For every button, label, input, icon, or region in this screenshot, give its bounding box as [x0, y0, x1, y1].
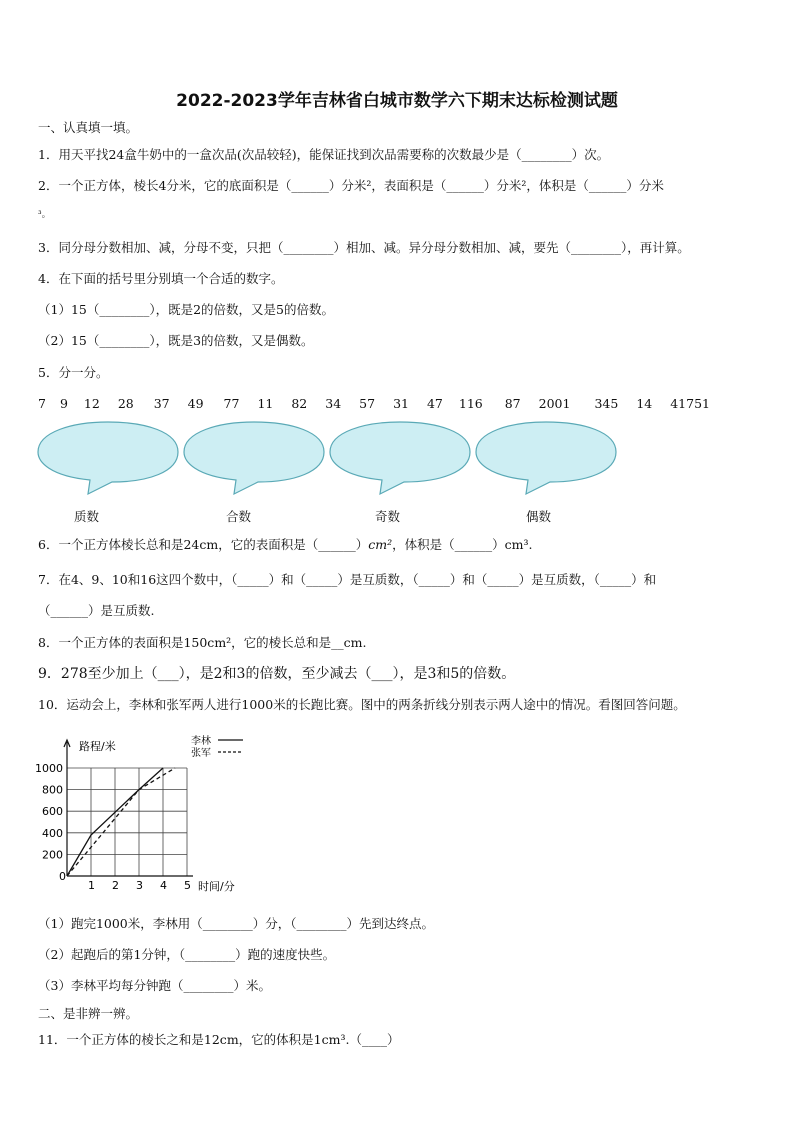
x-tick-label: 5 — [184, 879, 191, 892]
section-2-heading: 二、是非辨一辨。 — [38, 1006, 139, 1021]
number-item: 345 — [594, 396, 619, 411]
number-item: 31 — [393, 396, 409, 411]
chart-series — [67, 768, 175, 876]
y-tick-label: 400 — [42, 826, 63, 840]
question-10-1: （1）跑完1000米，李林用（________）分，（________）先到达终点。 — [38, 916, 435, 931]
number-item: 116 — [458, 396, 483, 411]
number-item: 14 — [636, 396, 653, 411]
question-6-part-b: ，体积是（______）cm³. — [392, 537, 533, 552]
chart-grid — [67, 768, 187, 876]
question-6-part-a: 6．一个正方体棱长总和是24cm，它的表面积是（______） — [38, 537, 369, 552]
y-tick-label: 800 — [42, 783, 63, 797]
speech-bubble-odd — [330, 422, 470, 494]
question-1: 1．用天平找24盒牛奶中的一盒次品(次品较轻)，能保证找到次品需要称的次数最少是（________）次。 — [38, 147, 610, 162]
x-tick-label: 1 — [88, 879, 95, 892]
question-7-line-1: 7．在4、9、10和16这四个数中，（_____）和（_____）是互质数，（_____）和（_____）是互质数，（_____）和 — [38, 572, 657, 587]
chart-svg — [35, 728, 265, 898]
section-1-heading: 一、认真填一填。 — [38, 120, 139, 135]
speech-bubble-prime — [38, 422, 178, 494]
number-item: 87 — [504, 396, 521, 411]
y-tick-label: 200 — [42, 848, 63, 862]
y-tick-label: 600 — [42, 805, 63, 819]
chart-axes — [64, 740, 193, 876]
number-item: 9 — [59, 396, 68, 411]
number-item: 11 — [257, 396, 274, 411]
chart-legend — [191, 734, 243, 759]
question-2-line-1: 2．一个正方体，棱长4分米，它的底面积是（______）分米²，表面积是（______）分米²，体积是（______）分米 — [38, 178, 664, 193]
question-4-2: （2）15（________），既是3的倍数，又是偶数。 — [38, 333, 314, 348]
number-item: 7 — [38, 396, 46, 411]
number-item: 57 — [359, 396, 376, 411]
question-10: 10．运动会上，李林和张军两人进行1000米的长跑比赛。图中的两条折线分别表示两人途中的情况。看图回答问题。 — [38, 697, 686, 712]
question-4-1: （1）15（________），既是2的倍数，又是5的倍数。 — [38, 302, 335, 317]
number-item: 77 — [223, 396, 240, 411]
question-2-line-2: ³。 — [38, 210, 51, 220]
number-item: 34 — [325, 396, 342, 411]
question-3: 3．同分母分数相加、减，分母不变，只把（________）相加、减。异分母分数相加、减，要先（________），再计算。 — [38, 240, 690, 255]
speech-bubble-composite — [184, 422, 324, 494]
y-axis-label: 路程/米 — [79, 740, 116, 753]
number-item: 51 — [694, 396, 710, 411]
question-4: 4．在下面的括号里分别填一个合适的数字。 — [38, 271, 284, 286]
label-even: 偶数 — [526, 509, 552, 524]
chart-ticks — [35, 762, 191, 892]
question-6 — [38, 537, 532, 553]
legend-label: 张军 — [191, 748, 211, 759]
number-item: 28 — [117, 396, 134, 411]
sorting-bubbles — [0, 414, 794, 504]
question-11: 11．一个正方体的棱长之和是12cm，它的体积是1cm³.（____） — [38, 1032, 400, 1047]
x-tick-label: 2 — [112, 879, 119, 892]
label-composite: 合数 — [226, 509, 252, 524]
question-7-line-2: （______）是互质数. — [38, 603, 155, 618]
question-5: 5．分一分。 — [38, 365, 109, 380]
number-item: 49 — [187, 396, 204, 411]
number-item: 47 — [426, 396, 443, 411]
speech-bubble-even — [476, 422, 616, 494]
number-item: 37 — [153, 396, 170, 411]
label-odd: 奇数 — [375, 509, 401, 524]
x-tick-label: 0 — [59, 870, 66, 883]
number-list — [38, 396, 726, 411]
question-10-3: （3）李林平均每分钟跑（________）米。 — [38, 978, 271, 993]
x-tick-label: 3 — [136, 879, 143, 892]
question-6-unit: cm² — [368, 537, 393, 552]
label-prime: 质数 — [74, 509, 100, 524]
series-line — [67, 768, 175, 876]
number-item: 82 — [291, 396, 308, 411]
question-10-2: （2）起跑后的第1分钟，（________）跑的速度快些。 — [38, 947, 336, 962]
distance-time-chart — [35, 728, 265, 898]
x-tick-label: 4 — [160, 879, 167, 892]
number-item: 2001 — [538, 396, 571, 411]
legend-label: 李林 — [191, 736, 211, 747]
number-item: 12 — [83, 396, 100, 411]
question-8: 8．一个正方体的表面积是150cm²，它的棱长总和是__cm. — [38, 635, 367, 650]
x-axis-label: 时间/分 — [198, 880, 235, 893]
y-tick-label: 1000 — [35, 762, 63, 775]
question-9: 9．278至少加上（___），是2和3的倍数，至少减去（___），是3和5的倍数。 — [38, 666, 516, 682]
number-item: 417 — [670, 396, 695, 411]
page-title: 2022-2023学年吉林省白城市数学六下期末达标检测试题 — [176, 91, 618, 111]
